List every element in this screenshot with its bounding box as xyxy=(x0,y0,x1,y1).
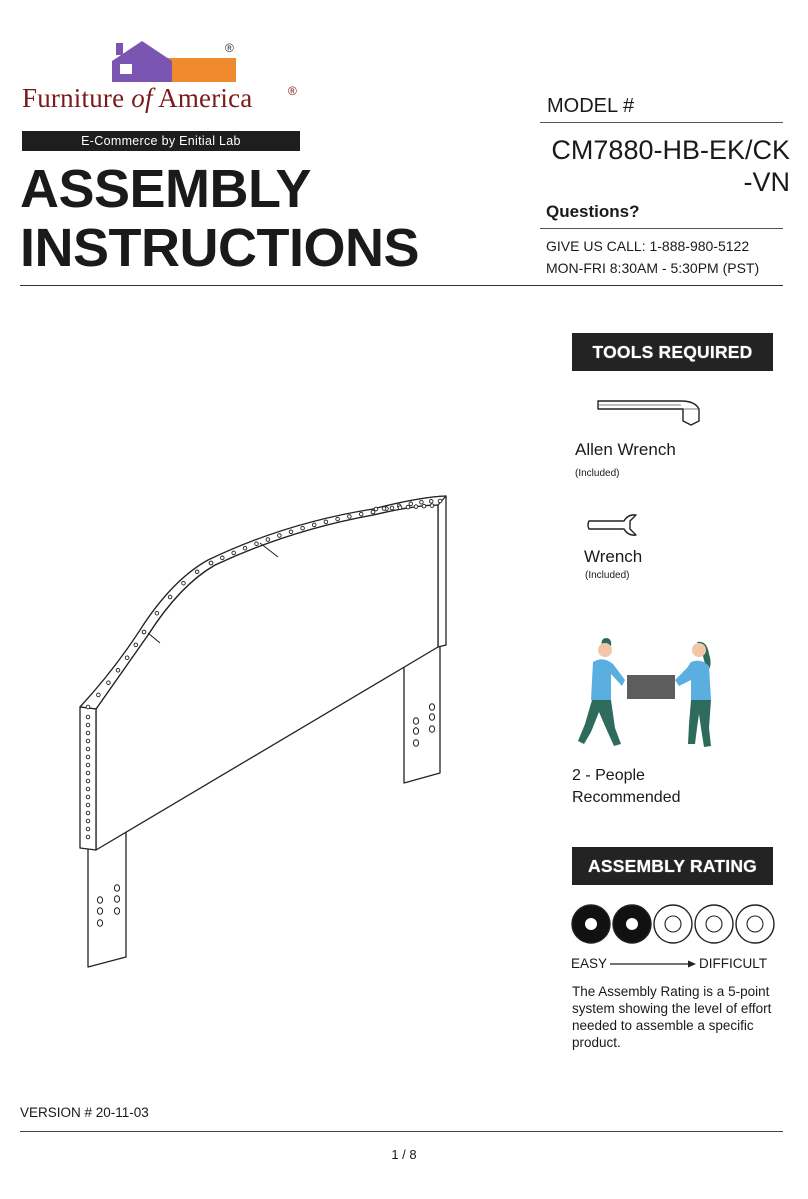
registered-mark: ® xyxy=(225,41,234,55)
nailhead xyxy=(374,507,378,511)
tool-note-wrench: (Included) xyxy=(585,570,630,581)
nailhead xyxy=(86,795,90,799)
nailhead xyxy=(289,530,293,534)
people-recommended: Recommended xyxy=(572,789,681,806)
headboard-illustration xyxy=(70,485,460,975)
rating-dots xyxy=(570,903,775,945)
nailhead xyxy=(86,715,90,719)
nailhead xyxy=(86,811,90,815)
nailhead xyxy=(182,581,186,585)
version-number: VERSION # 20-11-03 xyxy=(20,1105,149,1120)
tools-required-heading: TOOLS REQUIRED xyxy=(572,333,773,371)
nailhead xyxy=(255,542,259,546)
registered-mark-brand: ® xyxy=(288,84,297,98)
nailhead xyxy=(278,534,282,538)
nailhead xyxy=(86,739,90,743)
nailhead xyxy=(429,500,433,504)
rating-dot-center xyxy=(706,916,722,932)
nailhead xyxy=(134,643,138,647)
nailhead xyxy=(86,771,90,775)
nailhead xyxy=(266,538,270,542)
nailhead xyxy=(86,827,90,831)
nailhead xyxy=(155,611,159,615)
nailhead xyxy=(86,747,90,751)
nailhead xyxy=(312,523,316,527)
nailhead xyxy=(414,505,418,509)
nailhead xyxy=(195,570,199,574)
nailhead xyxy=(116,669,120,673)
nailhead xyxy=(422,504,426,508)
nailhead xyxy=(168,595,172,599)
rating-dot-center xyxy=(747,916,763,932)
nailhead xyxy=(86,705,90,709)
people-count: 2 - People xyxy=(572,767,645,784)
tool-name-allen-wrench: Allen Wrench xyxy=(575,440,676,459)
nailhead xyxy=(382,507,386,511)
rating-difficult-label: DIFFICULT xyxy=(699,956,767,971)
arrow-right-icon xyxy=(610,958,696,970)
nailhead xyxy=(398,506,402,510)
nailhead xyxy=(86,779,90,783)
nailhead xyxy=(359,512,363,516)
rating-description: The Assembly Rating is a 5-point system showing the level of effort needed to assemble a specific product. xyxy=(572,984,772,1050)
nailhead xyxy=(409,502,413,506)
footer-divider xyxy=(20,1131,783,1132)
nailhead xyxy=(420,500,424,504)
divider xyxy=(540,122,783,123)
nailhead xyxy=(324,520,328,524)
nailhead xyxy=(243,546,247,550)
model-number: CM7880-HB-EK/CK -VN xyxy=(551,135,790,197)
support-hours: MON-FRI 8:30AM - 5:30PM (PST) xyxy=(546,260,760,276)
nailhead xyxy=(97,693,101,697)
allen-wrench-icon xyxy=(595,395,705,427)
nailhead xyxy=(390,506,394,510)
page-title-line2: INSTRUCTIONS xyxy=(20,218,419,278)
questions-heading: Questions? xyxy=(546,202,640,221)
nailhead xyxy=(430,504,434,508)
divider xyxy=(540,228,783,229)
tool-note-allen-wrench: (Included) xyxy=(575,468,620,479)
nailhead xyxy=(301,526,305,530)
page-title-line1: ASSEMBLY xyxy=(20,159,312,219)
rating-dot-center xyxy=(626,918,638,930)
nailhead xyxy=(86,723,90,727)
nailhead xyxy=(86,731,90,735)
nailhead xyxy=(232,551,236,555)
nailhead xyxy=(221,556,225,560)
nailhead xyxy=(142,630,146,634)
rating-dot-center xyxy=(665,916,681,932)
assembly-rating-heading: ASSEMBLY RATING xyxy=(572,847,773,885)
nailhead xyxy=(86,755,90,759)
nailhead xyxy=(406,505,410,509)
tool-name-wrench: Wrench xyxy=(584,547,643,566)
two-people-carrying-icon xyxy=(567,628,727,756)
nailhead xyxy=(209,561,213,565)
nailhead xyxy=(336,517,340,521)
rating-dot-center xyxy=(585,918,597,930)
nailhead xyxy=(348,515,352,519)
nailhead xyxy=(86,835,90,839)
tagline-bar: E-Commerce by Enitial Lab xyxy=(22,131,300,151)
nailhead xyxy=(86,787,90,791)
nailhead xyxy=(86,819,90,823)
nailhead xyxy=(125,656,129,660)
page-number: 1 / 8 xyxy=(391,1147,417,1162)
nailhead xyxy=(371,510,375,514)
model-label: MODEL # xyxy=(547,95,635,117)
nailhead xyxy=(86,803,90,807)
brand-name: Furniture of America xyxy=(22,83,253,113)
rating-easy-label: EASY xyxy=(571,956,608,971)
nailhead xyxy=(107,681,111,685)
header-divider xyxy=(20,285,783,286)
nailhead xyxy=(86,763,90,767)
phone-number: GIVE US CALL: 1-888-980-5122 xyxy=(546,238,750,254)
wrench-icon xyxy=(586,512,646,538)
nailhead xyxy=(438,499,442,503)
